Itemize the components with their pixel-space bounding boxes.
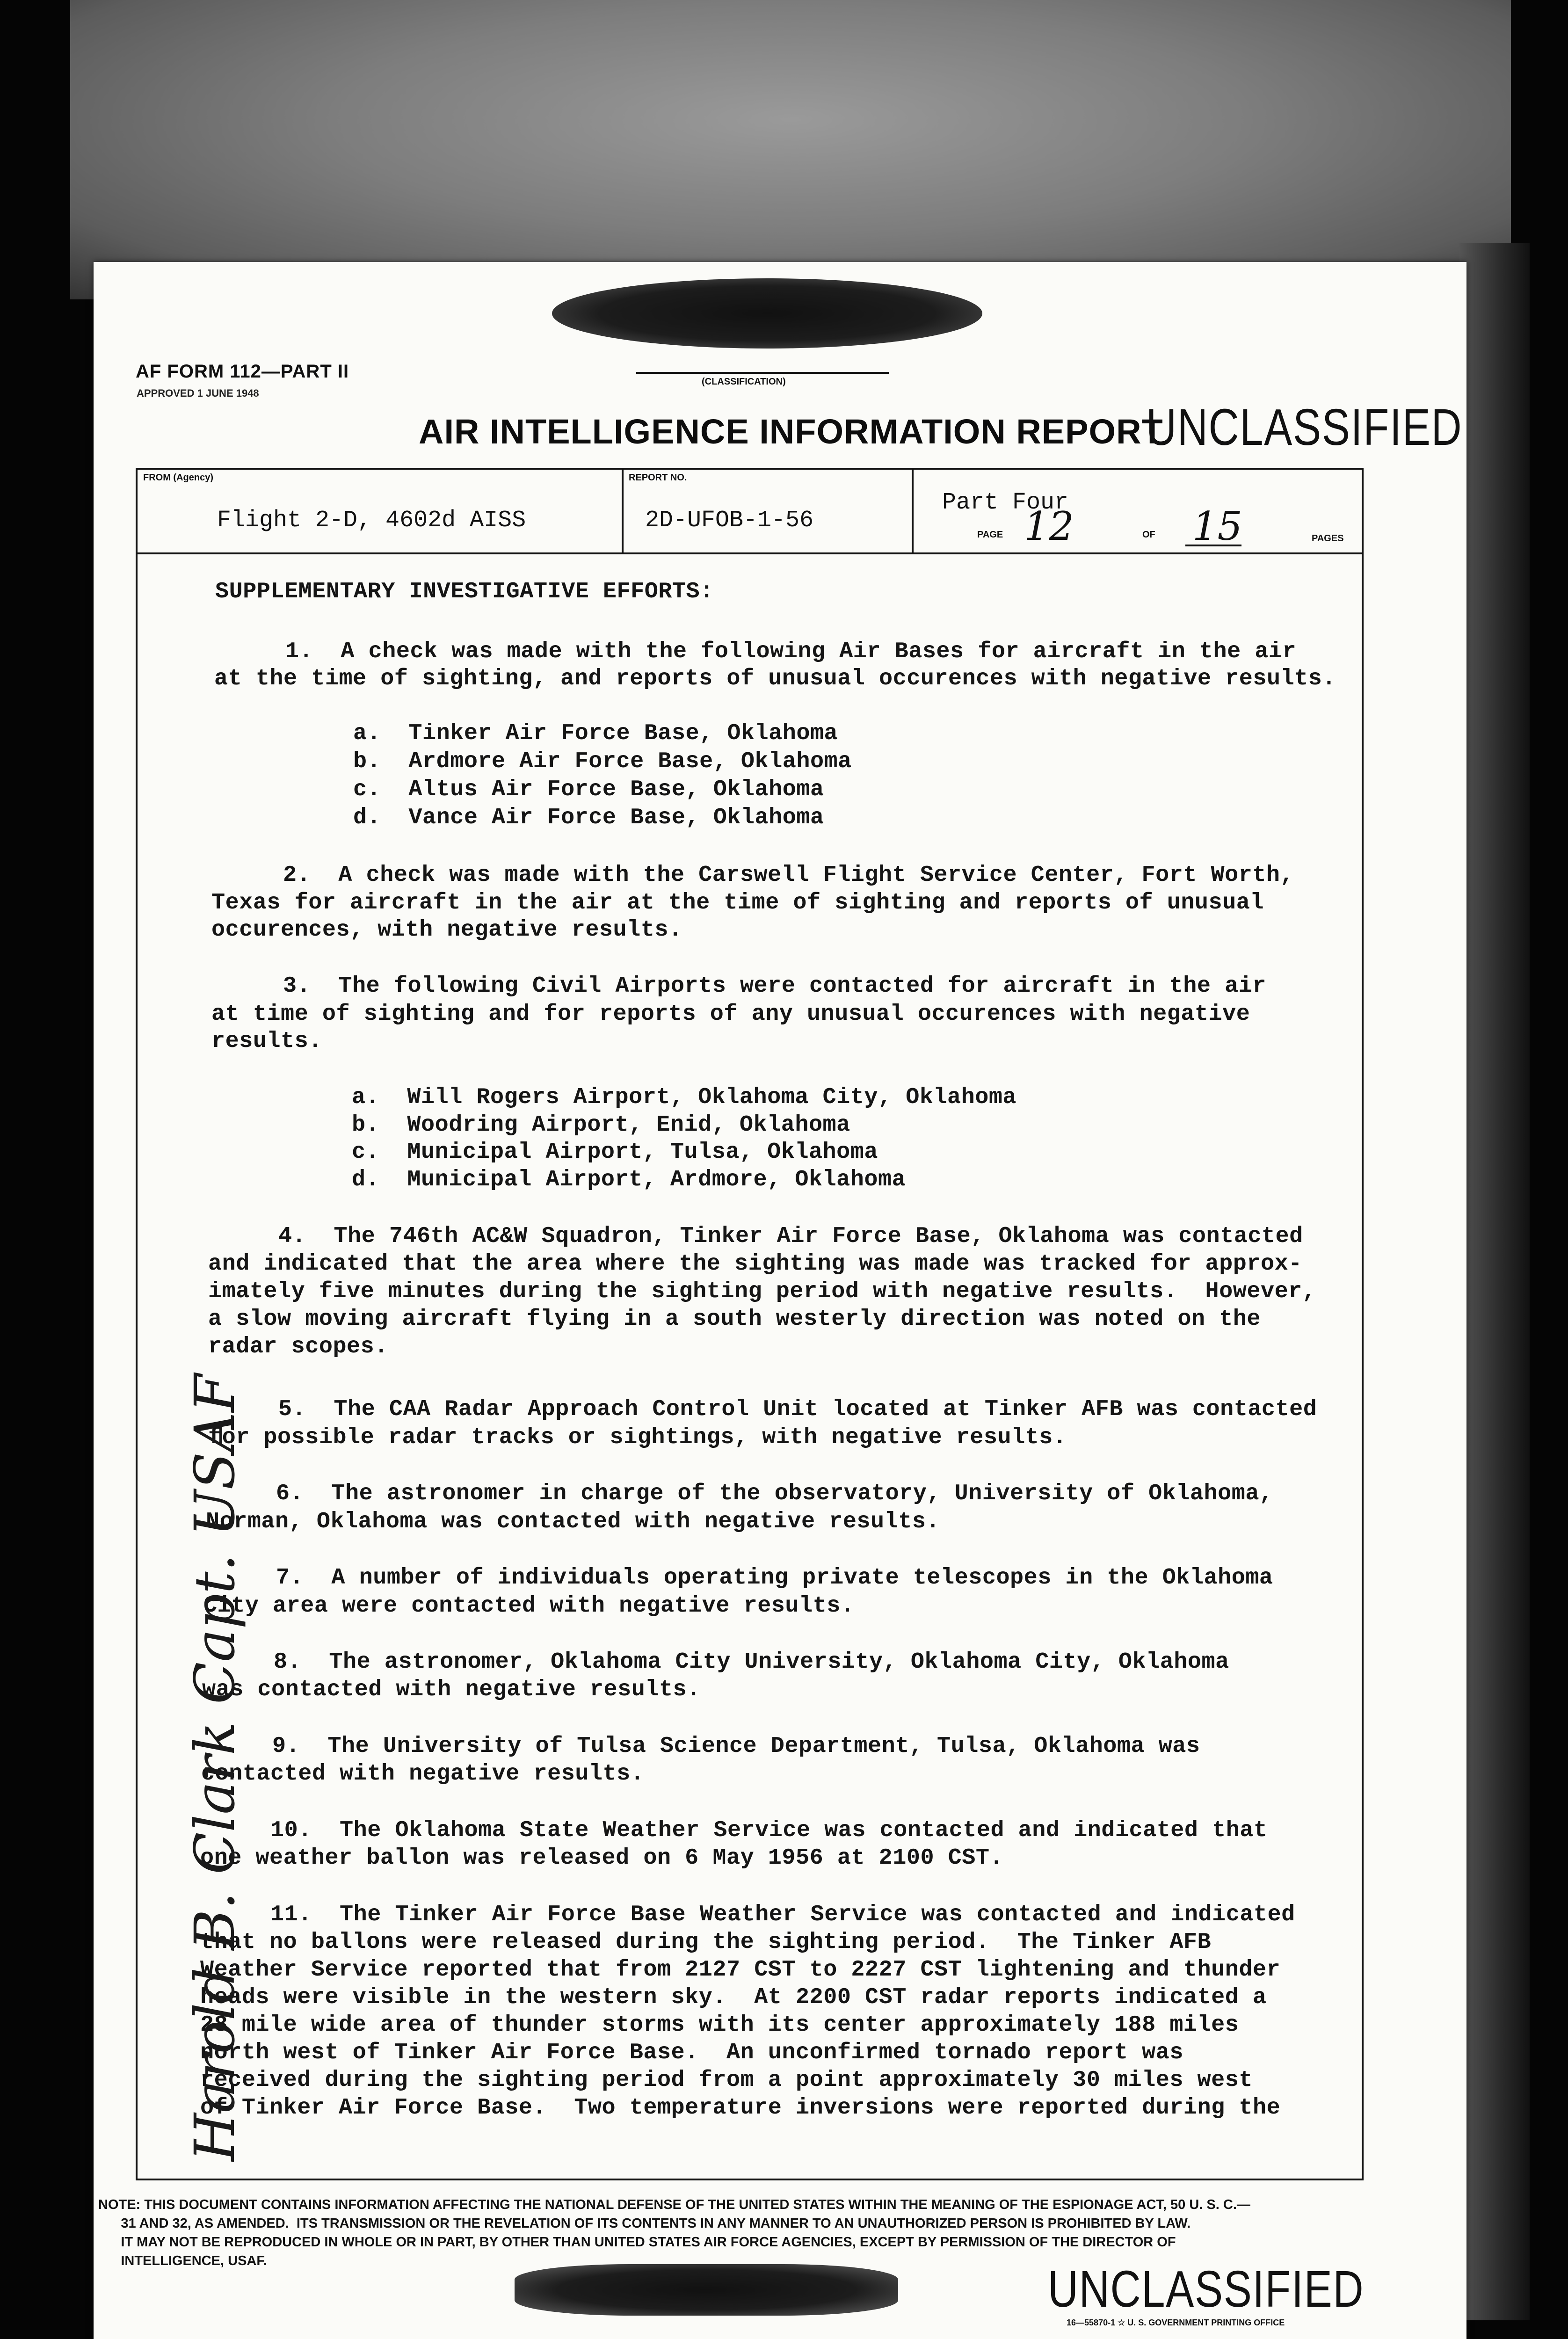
body-line: 5. The CAA Radar Approach Control Unit located at Tinker AFB was contacted (278, 1396, 1317, 1422)
espionage-act-note: NOTE: THIS DOCUMENT CONTAINS INFORMATION AFFECTING THE NATIONAL DEFENSE OF THE UNITED STATES WITHIN THE MEANING OF THE ESPIONAGE ACT, 50 U. S. C.— 31 AND 32, AS AMENDED. ITS TRANSMISSION OR THE REVELATION OF ITS CONTENTS IN ANY MANNER TO AN UNAUTHORIZED PERSON IS PROHIBITED BY LAW. IT MAY NOT BE REPRODUCED IN WHOLE OR IN PART, BY OTHER THAN UNITED STATES AIR FORCE AGENCIES, EXCEPT BY PERMISSION OF THE DIRECTOR OF INTELLIGENCE, USAF. (98, 2197, 1250, 2268)
report-no-value: 2D-UFOB-1-56 (645, 507, 814, 534)
classification-line (636, 372, 889, 374)
bottom-redaction (515, 2264, 898, 2316)
list-item: c. Municipal Airport, Tulsa, Oklahoma (352, 1139, 878, 1165)
from-value: Flight 2-D, 4602d AISS (217, 507, 526, 534)
top-redaction (552, 278, 982, 349)
report-title: AIR INTELLIGENCE INFORMATION REPORT (419, 412, 1163, 451)
part-label: Part Four (942, 489, 1069, 516)
body-line: one weather ballon was released on 6 May 1956 at 2100 CST. (200, 1845, 1004, 1871)
body-line: 6. The astronomer in charge of the observatory, University of Oklahoma, (276, 1481, 1273, 1506)
body-line: 8. The astronomer, Oklahoma City University, Oklahoma City, Oklahoma (274, 1649, 1229, 1675)
body-line: radar scopes. (208, 1334, 388, 1359)
backing-sheet-edge (1459, 243, 1530, 2320)
body-line: received during the sighting period from a point approximately 30 miles west (200, 2067, 1253, 2093)
list-item: d. Municipal Airport, Ardmore, Oklahoma (352, 1167, 906, 1192)
total-pages: 15 (1192, 503, 1242, 549)
body-line: was contacted with negative results. (202, 1677, 701, 1702)
header-divider (622, 470, 624, 552)
body-line: 3. The following Civil Airports were contacted for aircraft in the air (283, 973, 1266, 999)
body-line: occurences, with negative results. (211, 917, 682, 943)
body-line: Texas for aircraft in the air at the time of sighting and reports of unusual (211, 890, 1264, 915)
body-line: 2. A check was made with the Carswell Flight Service Center, Fort Worth, (283, 862, 1294, 888)
body-line: at the time of sighting, and reports of unusual occurences with negative results. (214, 666, 1336, 691)
header-divider (912, 470, 914, 552)
body-line: 1. A check was made with the following Air Bases for aircraft in the air (285, 639, 1297, 664)
classification-label: (CLASSIFICATION) (702, 377, 786, 387)
body-line: imately five minutes during the sighting period with negative results. However, (208, 1278, 1316, 1304)
body-line: 10. The Oklahoma State Weather Service was contacted and indicated that (270, 1817, 1268, 1843)
body-line: and indicated that the area where the sighting was made was tracked for approx- (208, 1251, 1302, 1277)
report-no-label: REPORT NO. (629, 472, 687, 483)
body-line: heads were visible in the western sky. At 2200 CST radar reports indicated a (200, 1984, 1267, 2010)
unclassified-stamp-bottom: UNCLASSIFIED (1048, 2260, 1365, 2318)
page-number: 12 (1024, 503, 1074, 549)
body-line: for possible radar tracks or sightings, with negative results. (208, 1424, 1067, 1450)
of-label: OF (1142, 530, 1155, 540)
section-heading: SUPPLEMENTARY INVESTIGATIVE EFFORTS: (215, 579, 714, 604)
form-id: AF FORM 112—PART II (136, 361, 349, 382)
list-item: a. Will Rogers Airport, Oklahoma City, Oklahoma (352, 1084, 1017, 1110)
from-label: FROM (Agency) (143, 472, 213, 483)
body-line: contacted with negative results. (201, 1761, 645, 1787)
body-line: 9. The University of Tulsa Science Department, Tulsa, Oklahoma was (272, 1733, 1200, 1759)
body-line: Norman, Oklahoma was contacted with negative results. (206, 1509, 940, 1534)
body-line: results. (211, 1028, 322, 1054)
list-item: a. Tinker Air Force Base, Oklahoma (353, 720, 838, 746)
body-line: 7. A number of individuals operating private telescopes in the Oklahoma (276, 1565, 1273, 1591)
list-item: c. Altus Air Force Base, Oklahoma (353, 777, 824, 802)
pages-label: PAGES (1312, 533, 1344, 544)
body-line: a slow moving aircraft flying in a south westerly direction was noted on the (208, 1306, 1261, 1332)
body-line: City area were contacted with negative results. (203, 1593, 855, 1619)
margin-signature: Harold B. Clark Capt. USAF (182, 1374, 247, 2161)
body-line: of Tinker Air Force Base. Two temperature inversions were reported during the (200, 2095, 1281, 2121)
body-line: Weather Service reported that from 2127 CST to 2227 CST lightening and thunder (200, 1957, 1281, 1983)
body-line: at time of sighting and for reports of any unusual occurences with negative (211, 1001, 1250, 1027)
approved-date: APPROVED 1 JUNE 1948 (137, 387, 259, 399)
list-item: b. Woodring Airport, Enid, Oklahoma (352, 1112, 850, 1138)
unclassified-stamp-top: UNCLASSIFIED (1146, 399, 1463, 456)
header-box (136, 468, 1364, 554)
list-item: b. Ardmore Air Force Base, Oklahoma (353, 748, 852, 774)
body-line: 28 mile wide area of thunder storms with its center approximately 188 miles (200, 2012, 1239, 2038)
page-underline (1185, 545, 1241, 546)
body-line: north west of Tinker Air Force Base. An unconfirmed tornado report was (200, 2040, 1183, 2065)
body-line: 11. The Tinker Air Force Base Weather Service was contacted and indicated (270, 1902, 1295, 1927)
list-item: d. Vance Air Force Base, Oklahoma (353, 805, 824, 830)
printing-office-line: 16—55870-1 ☆ U. S. GOVERNMENT PRINTING OFFICE (1067, 2318, 1285, 2327)
body-line: that no ballons were released during the sighting period. The Tinker AFB (200, 1929, 1212, 1955)
backing-sheet (70, 0, 1511, 299)
body-line: 4. The 746th AC&W Squadron, Tinker Air Force Base, Oklahoma was contacted (278, 1223, 1303, 1249)
page-label: PAGE (977, 530, 1003, 540)
